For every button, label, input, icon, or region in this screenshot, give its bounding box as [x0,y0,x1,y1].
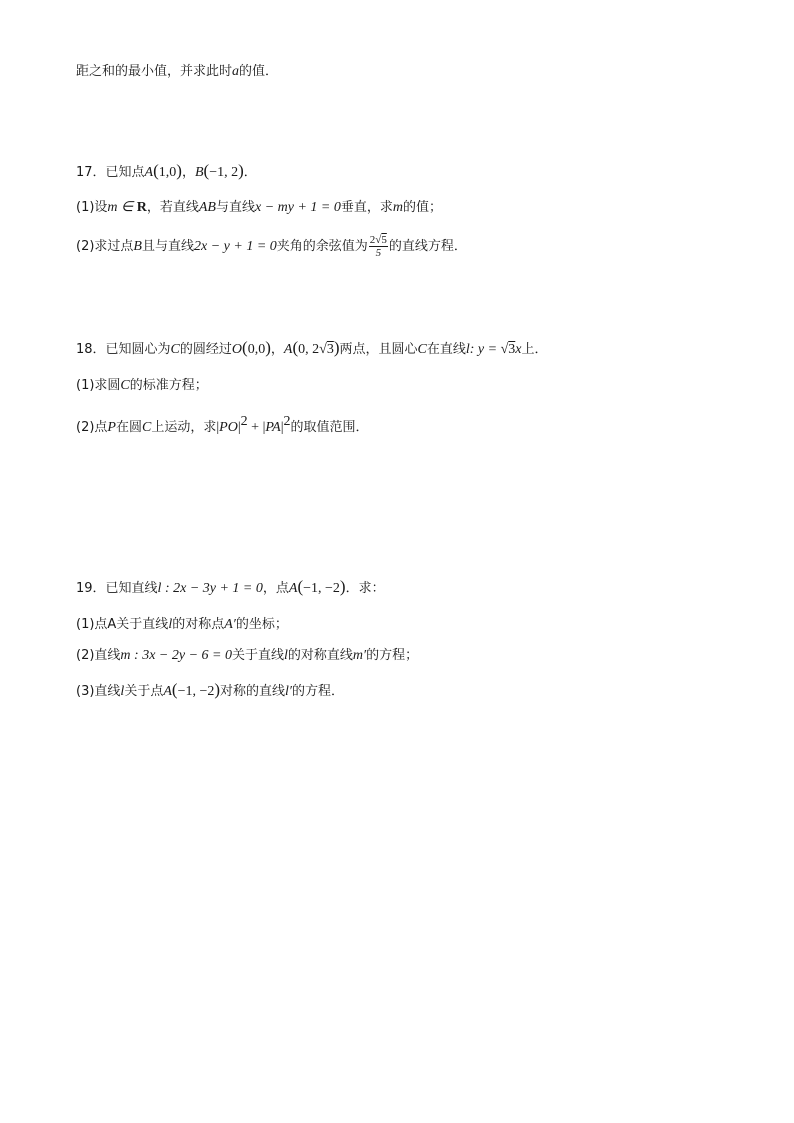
q17-p1-equation: x − my + 1 = 0 [255,200,341,215]
q19-p3-text3: 的方程． [292,684,345,699]
plus: + [247,420,263,435]
q18-line-radicand: 3 [508,342,516,357]
q19-p2-text3: 的方程； [366,648,419,663]
q19-text2: ．求： [345,581,385,596]
intro-line [76,62,278,82]
set-r: R [136,200,147,215]
q19-p1-text2: 的坐标； [235,617,288,632]
separator: ， [270,342,284,357]
frac-num-coef: 2 [369,234,376,246]
line-ab: AB [198,200,216,215]
q19-p1-text1: 的对称点 [172,617,225,632]
q19-p1-tag: (1)点A关于直线 [76,617,169,632]
q19-p3-var-l-prime: l′ [285,684,292,699]
q18-part2: (2)点P在圆C上运动，求$|PO|^2 + |PA|^2$的取值范围． [76,414,369,435]
q19-p2-text1: 关于直线 [231,648,284,663]
q19-part1 [76,615,288,635]
period: ． [243,165,257,180]
q19-p2-var-l: l [284,648,288,663]
q18-p1-text1: 的标准方程； [129,378,208,393]
q19-point-a: A [288,581,298,596]
q19-stem: 19．已知直线l : 2x − 3y + 1 = 0，点A(−1, −2)．求： [76,577,385,596]
q19-p3-tag: (3)直线 [76,684,121,699]
q17-part1 [76,198,442,218]
q18-part1 [76,376,208,396]
frac-num-radicand: 5 [381,234,387,246]
q18-p2-var-c: C [142,420,152,435]
exponent: 2 [240,414,248,429]
q19-p3-text1: 关于点 [124,684,164,699]
q18-p2-tag: (2)点 [76,420,108,435]
q19-part2 [76,646,418,666]
q19-p2-equation: : 3x − 2y − 6 = 0 [130,648,232,663]
q18-p2-po: PO [219,420,238,435]
q19-p3-var-l: l [120,684,125,699]
q17-p2-text1: 且与直线 [141,239,194,254]
q17-p1-tag: (1)设 [76,200,108,215]
q19-number: 19．已知直线 [76,581,158,596]
q19-p2-var-m-prime: m′ [352,648,367,663]
q17-p2-equation: 2x − y + 1 = 0 [194,239,277,254]
q18-p2-pa: PA [265,420,281,435]
q19-p1-var-a-prime: A′ [224,617,236,632]
q18-center-c: C [170,342,180,357]
q17-p1-cond: m ∈ [107,200,137,215]
q18-center-c2: C [417,342,427,357]
q17-p1-text1: ，若直线 [146,200,199,215]
q17-point-a-coords: 1,0 [158,165,177,180]
q19-p3-point-a: A [163,684,172,699]
q18-p2-text3: 的取值范围． [290,420,369,435]
q17-p1-text2: 与直线 [215,200,255,215]
cosine-fraction: $\frac{2√5}{5}$ [369,234,387,259]
q19-p3-text2: 对称的直线 [220,684,286,699]
q18-text3: 在直线 [426,342,466,357]
q17-part2 [76,234,467,260]
q18-point-a: A [283,342,293,357]
q17-p2-tag: (2)求过点 [76,239,134,254]
q17-p1-text4: 的值； [403,200,443,215]
q18-stem: 18．已知圆心为C的圆经过O(0,0)，A(0, 2√3)两点，且圆心C在直线l: y = √3x上． [76,338,548,357]
q19-p2-var-m: m [120,648,131,663]
q18-point-a-radicand: 3 [326,342,334,357]
intro-text: 距之和的最小值，并求此时 [76,64,233,79]
q18-point-o: O [231,342,243,357]
q19-equation: : 2x − 3y + 1 = 0 [161,581,263,596]
separator: ， [181,165,195,180]
q18-p1-var-c: C [120,378,130,393]
frac-denominator: 5 [375,247,382,259]
q17-point-b-coords: −1, 2 [209,165,239,180]
q17-p2-text2: 夹角的余弦值为 [276,239,368,254]
q18-p2-text1: 在圆 [115,420,142,435]
q17-p2-text3: 的直线方程． [388,239,467,254]
q18-p1-tag: (1)求圆 [76,378,121,393]
q17-p1-text3: 垂直，求 [340,200,393,215]
var-m: m [392,200,404,215]
q19-point-a-coords: −1, −2 [303,581,340,596]
q18-point-o-coords: 0,0 [247,342,266,357]
q18-p2-var-p: P [107,420,116,435]
q19-part3: (3)直线l关于点A(−1, −2)对称的直线l′的方程． [76,680,345,699]
q18-number: 18．已知圆心为 [76,342,171,357]
q18-text2: 两点，且圆心 [339,342,418,357]
q18-line-x: x [515,342,522,357]
q19-p1-var-l: l [168,617,173,632]
q18-line-eq: : y = [469,342,501,357]
q19-line-l: l [157,581,162,596]
q18-text1: 的圆经过 [179,342,232,357]
q17-stem: 17．已知点A(1,0)，B(−1, 2)． [76,161,257,180]
q19-p2-text2: 的对称直线 [287,648,353,663]
q17-point-b: B [194,165,204,180]
q18-point-a-coords: 0, 2 [298,342,320,357]
q19-p2-tag: (2)直线 [76,648,121,663]
q18-p2-text2: 上运动，求 [151,420,217,435]
q17-point-a: A [144,165,154,180]
q17-number: 17．已知点 [76,165,145,180]
exponent: 2 [283,414,291,429]
q19-p3-point-a-coords: −1, −2 [177,684,215,699]
intro-text-end: 的值． [239,64,279,79]
q18-line-l: l [465,342,470,357]
q17-p2-point-b: B [133,239,142,254]
var-a: a [232,64,240,79]
q18-text4: 上． [521,342,548,357]
q19-text1: ，点 [262,581,289,596]
